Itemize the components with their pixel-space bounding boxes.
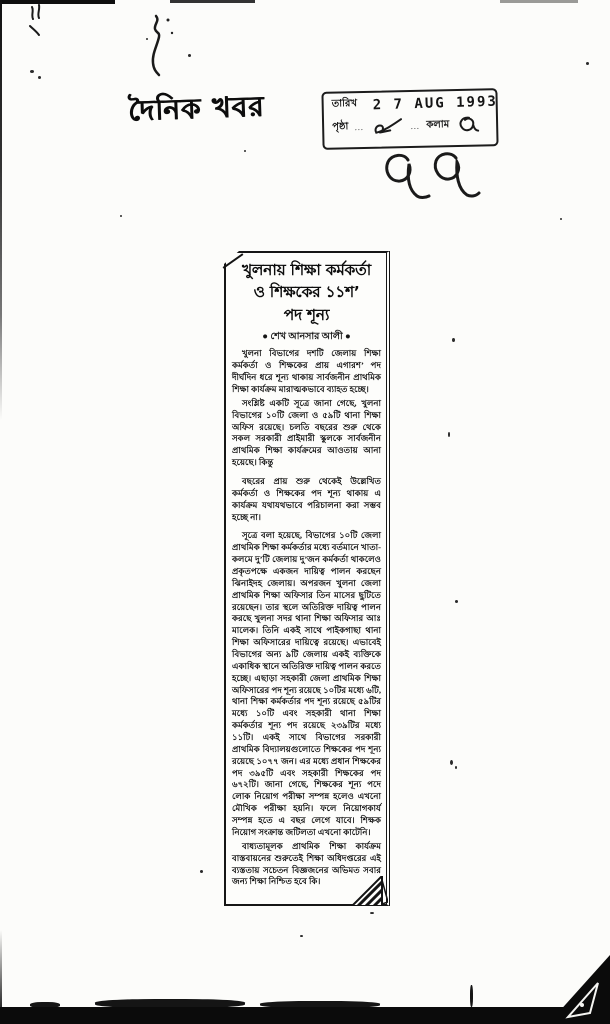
- scan-speck: [448, 432, 450, 437]
- scan-edge-left-bottom: [0, 930, 2, 1010]
- headline-line-1: খুলনায় শিক্ষা কর্মকর্তা: [242, 261, 371, 279]
- article-paragraph: বাধ্যতামূলক প্রাথমিক শিক্ষা কার্যক্রম বাস্তবায়নের শুরুতেই শিক্ষা অধিদপ্তরের এই ব্যস্ততায় সচেতন বিজ্ঞজনের অভিমত সবার জন্য শিক্ষা নিশ্চিত হবে কি।: [232, 840, 381, 887]
- scan-edge-left: [0, 0, 2, 420]
- scan-speck: [120, 215, 122, 217]
- scan-speck: [586, 62, 589, 65]
- stamp-column-label: কলাম: [426, 118, 450, 131]
- article-body: [232, 348, 381, 888]
- scan-speck: [455, 600, 458, 603]
- scan-edge-top-right: [500, 0, 578, 3]
- ink-squiggle: [128, 8, 178, 83]
- scan-speck: [146, 38, 148, 40]
- page-corner-fold: [530, 935, 610, 1024]
- stamp-dots-2: …: [410, 120, 421, 131]
- clipping-corner-hatch: [342, 876, 388, 906]
- article-paragraph: বছরের প্রায় শুরু থেকেই উল্লেখিত কর্মকর্তা ও শিক্ষকের পদ শূন্য থাকায় এ কার্যক্রম যথাযথভাবে পরিচালনা করা সম্ভব হচ্ছে না।: [232, 476, 381, 522]
- scan-smudge: [470, 985, 473, 1007]
- scan-speck: [450, 760, 453, 765]
- stamp-date-label: তারিখ: [331, 98, 358, 110]
- scan-edge-top-mid: [170, 0, 255, 3]
- newspaper-clipping: [224, 251, 390, 906]
- stamp-date-row: [331, 93, 499, 113]
- scan-speck: [200, 870, 203, 873]
- scan-speck: [244, 150, 246, 152]
- headline-line-2: ও শিক্ষকের ১১শ’: [253, 283, 360, 302]
- handwritten-number: [378, 146, 488, 226]
- scan-speck: [38, 76, 41, 79]
- headline-line-3: পদ শূন্য: [283, 305, 330, 324]
- byline: ● শেখ আনসার আলী ●: [262, 332, 351, 343]
- scan-speck: [30, 70, 34, 73]
- article-paragraph: খুলনা বিভাগের দশটি জেলায় শিক্ষা কর্মকর্তা ও শিক্ষকের প্রায় এগারশ’ পদ দীর্ঘদিন ধরে শূন্য থাকায় সার্বজনীন প্রাথমিক শিক্ষা কার্যক্রম মারাত্মকভাবে ব্যাহত হচ্ছে।: [232, 348, 381, 394]
- date-stamp-box: [321, 88, 498, 150]
- article-paragraph: সংশ্লিষ্ট একটি সূত্রে জানা গেছে, খুলনা বিভাগের ১০টি জেলা ও ৫৯টি থানা শিক্ষা অফিস রয়েছে। চলতি বছরের শুরু থেকে সকল সরকারী প্রাইমারী স্কুলকে সার্বজনীন প্রাথমিক শিক্ষা কার্যক্রমের আওতায় আনা হয়েছে। কিন্তু: [232, 397, 381, 468]
- stamp-date-value: 2 7 AUG 1993: [372, 93, 499, 113]
- scan-edge-bottom: [0, 1007, 610, 1024]
- scan-speck: [300, 935, 303, 937]
- stamp-page-row: [332, 114, 488, 137]
- scan-speck: [188, 54, 191, 57]
- stamp-dots: …: [354, 121, 365, 133]
- scan-speck: [452, 338, 455, 342]
- stamp-page-label: পৃষ্ঠা: [332, 120, 349, 133]
- ink-mark-top-left: [24, 4, 54, 38]
- scan-speck: [370, 912, 374, 914]
- article-paragraph: সূত্রে বলা হয়েছে, বিভাগের ১০টি জেলা প্রাথমিক শিক্ষা কর্মকর্তার মধ্যে বর্তমানে খাতা-কলমে দু’টি জেলায় দু’জন কর্মকর্তা থাকলেও প্রকৃতপক্ষে একজন দায়িত্ব পালন করছেন ঝিনাইদহ জেলায়। অপরজন খুলনা জেলা প্রাথমিক শিক্ষা অফিসার তিন মাসের ছুটিতে রয়েছেন। তার স্থলে অতিরিক্ত দায়িত্ব পালন করছে খুলনা সদর থানা শিক্ষা অফিসার আঃ মালেক। তিনি একই সাথে পাইকগাছা থানা শিক্ষা অফিসারের দায়িত্বে রয়েছে। এভাবেই বিভাগের অন্য ৯টি জেলায় একই ব্যক্তিকে একাধিক স্থানে অতিরিক্ত দায়িত্ব পালন করতে হচ্ছে। এছাড়া সহকারী জেলা প্রাথমিক শিক্ষা অফিসারের পদ শূন্য রয়েছে ১০টির মধ্যে ৬টি, থানা শিক্ষা কর্মকর্তার পদ শূন্য রয়েছে ৫৯টির মধ্যে ১০টি এবং সহকারী থানা শিক্ষা কর্মকর্তার শূন্য পদ রয়েছে ২৩৯টির মধ্যে ১১টি। একই সাথে বিভাগের সরকারী প্রাথমিক বিদ্যালয়গুলোতে শিক্ষকের পদ শূন্য রয়েছে ১০৭৭ জন। এর মধ্যে প্রধান শিক্ষকের পদ ৩৯৫টি এবং সহকারী শিক্ষকের পদ ৬৭২টি। জানা গেছে, শিক্ষকের শূন্য পদে লোক নিয়োগ পরীক্ষা সম্পন্ন হলেও এখনো মৌখিক পরীক্ষা হয়নি। ফলে নিয়োগকার্য সম্পন্ন হতে এ বছর লেগে যাবে। শিক্ষক নিয়োগ সংক্রান্ত জটিলতা এখনো কাটেনি।: [232, 530, 381, 837]
- clipping-headline: [232, 259, 381, 326]
- newspaper-masthead: দৈনিক খবর: [127, 89, 265, 128]
- handwritten-page-number: [370, 116, 404, 137]
- scan-speck: [560, 218, 562, 220]
- scan-speck: [455, 766, 457, 769]
- scan-edge-top-left: [0, 0, 115, 4]
- handwritten-column-number: [455, 115, 479, 135]
